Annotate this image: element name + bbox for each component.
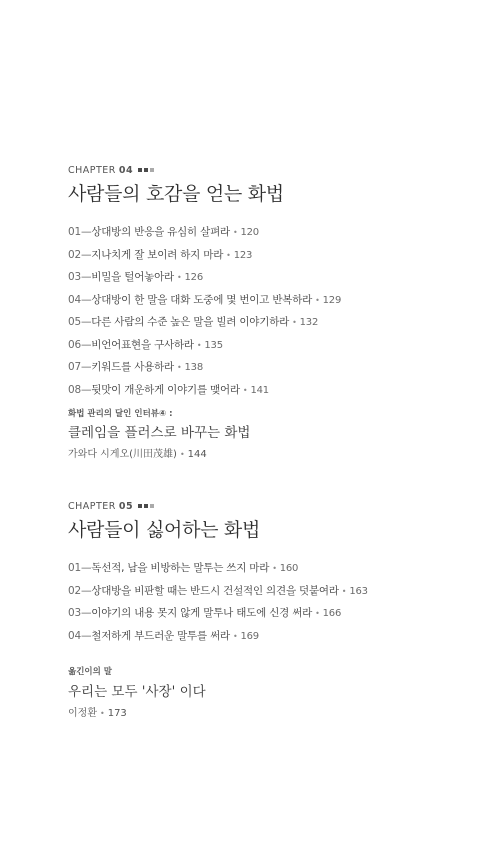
item-number: 03 <box>68 607 81 619</box>
dash: — <box>80 226 92 238</box>
chapter-04-toc-list <box>68 221 468 401</box>
bullet-icon: • <box>176 363 182 372</box>
afterword-section <box>68 665 468 723</box>
item-title: 지나치게 잘 보이려 하지 마라 <box>91 248 224 261</box>
afterword-author: 이정환 <box>68 708 97 719</box>
item-title: 키워드를 사용하라 <box>91 361 174 373</box>
item-number: 04 <box>68 629 81 642</box>
bullet-icon: • <box>292 318 297 327</box>
dash: — <box>80 293 92 306</box>
afterword-label: 옮긴이의 말 <box>68 667 113 677</box>
bullet-icon: • <box>341 586 347 596</box>
bullet-icon: • <box>272 564 277 573</box>
chapter-word: CHAPTER <box>68 500 116 512</box>
chapter-title: 사람들이 싫어하는 화법 <box>68 519 261 541</box>
toc-item[interactable] <box>68 311 468 334</box>
chapter-05-section <box>68 499 468 647</box>
dash: — <box>80 248 92 261</box>
chapter-squares-decoration <box>138 504 154 508</box>
item-number: 01 <box>68 226 81 238</box>
bullet-icon: • <box>226 250 231 260</box>
afterword-author-line <box>68 705 468 723</box>
item-page: 129 <box>322 294 342 306</box>
toc-item[interactable] <box>68 221 468 244</box>
chapter-number: 04 <box>118 164 134 176</box>
item-page: 166 <box>322 608 342 619</box>
chapter-number: 05 <box>118 500 134 512</box>
item-page: 135 <box>204 339 223 351</box>
square-icon <box>138 168 142 172</box>
bullet-icon: • <box>315 295 320 305</box>
chapter-title: 사람들의 호감을 얻는 화법 <box>68 183 284 205</box>
item-page: 160 <box>279 563 299 574</box>
item-page: 138 <box>184 362 203 373</box>
interview-title[interactable]: 클레임을 플러스로 바꾸는 화법 <box>68 425 251 441</box>
toc-item[interactable] <box>68 379 468 402</box>
item-title: 비언어표현을 구사하라 <box>91 338 194 351</box>
chapter-label <box>68 163 468 177</box>
item-page: 132 <box>299 317 319 328</box>
dash: — <box>80 383 92 396</box>
item-number: 05 <box>68 316 81 328</box>
afterword-title[interactable]: 우리는 모두 '사장' 이다 <box>68 684 206 700</box>
bullet-icon: • <box>315 609 320 618</box>
toc-item[interactable] <box>68 289 468 312</box>
item-title: 철저하게 부드러운 말투를 써라 <box>91 629 230 642</box>
bullet-icon: • <box>99 709 105 718</box>
bullet-icon: • <box>176 273 182 282</box>
chapter-word: CHAPTER <box>68 164 116 176</box>
toc-item[interactable] <box>68 266 468 289</box>
square-icon <box>144 168 148 172</box>
interview-author: 가와다 시게오(川田茂雄) <box>68 449 177 460</box>
toc-item[interactable] <box>68 557 468 580</box>
item-page: 120 <box>240 227 259 238</box>
toc-item[interactable] <box>68 580 468 603</box>
item-number: 04 <box>68 293 81 306</box>
interview-page: 144 <box>187 449 207 460</box>
item-title: 독선적, 남을 비방하는 말투는 쓰지 마라 <box>91 562 270 574</box>
item-page: 123 <box>233 249 253 261</box>
square-icon <box>144 504 148 508</box>
chapter-label <box>68 499 468 513</box>
bullet-icon: • <box>232 631 238 641</box>
item-number: 02 <box>68 248 81 261</box>
dash: — <box>80 629 92 642</box>
item-number: 01 <box>68 562 81 574</box>
interview-label: 화법 관리의 달인 인터뷰④ : <box>68 409 173 419</box>
dash: — <box>80 607 92 619</box>
chapter-04-section <box>68 163 468 464</box>
afterword-page: 173 <box>107 708 127 719</box>
item-title: 상대방을 비판할 때는 반드시 건설적인 의견을 덧붙여라 <box>91 584 339 597</box>
item-title: 상대방의 반응을 유심히 살펴라 <box>91 226 230 238</box>
interview-author-line <box>68 446 468 464</box>
square-icon <box>150 168 154 172</box>
toc-item[interactable] <box>68 625 468 648</box>
toc-item[interactable] <box>68 602 468 625</box>
dash: — <box>80 338 92 351</box>
item-number: 06 <box>68 338 81 351</box>
dash: — <box>80 361 92 373</box>
bullet-icon: • <box>242 385 248 395</box>
toc-item[interactable] <box>68 244 468 267</box>
toc-item[interactable] <box>68 334 468 357</box>
item-number: 08 <box>68 383 81 396</box>
item-number: 03 <box>68 271 81 283</box>
item-number: 07 <box>68 361 81 373</box>
chapter-05-toc-list <box>68 557 468 647</box>
item-title: 상대방이 한 말을 대화 도중에 몇 번이고 반복하라 <box>91 293 313 306</box>
square-icon <box>150 504 154 508</box>
item-number: 02 <box>68 584 81 597</box>
dash: — <box>80 584 92 597</box>
item-page: 126 <box>184 272 203 283</box>
bullet-icon: • <box>196 340 202 350</box>
item-title: 다른 사람의 수준 높은 말을 빌려 이야기하라 <box>91 316 290 328</box>
item-title: 뒷맛이 개운하게 이야기를 맺어라 <box>91 383 240 396</box>
item-page: 163 <box>349 585 368 597</box>
bullet-icon: • <box>179 450 185 459</box>
item-title: 이야기의 내용 못지 않게 말투나 태도에 신경 써라 <box>91 607 313 619</box>
item-page: 169 <box>240 630 259 642</box>
dash: — <box>80 562 92 574</box>
item-title: 비밀을 털어놓아라 <box>91 271 174 283</box>
bullet-icon: • <box>232 228 238 237</box>
toc-item[interactable] <box>68 356 468 379</box>
dash: — <box>80 316 92 328</box>
item-page: 141 <box>250 384 269 396</box>
square-icon <box>138 504 142 508</box>
dash: — <box>80 271 92 283</box>
chapter-squares-decoration <box>138 168 154 172</box>
